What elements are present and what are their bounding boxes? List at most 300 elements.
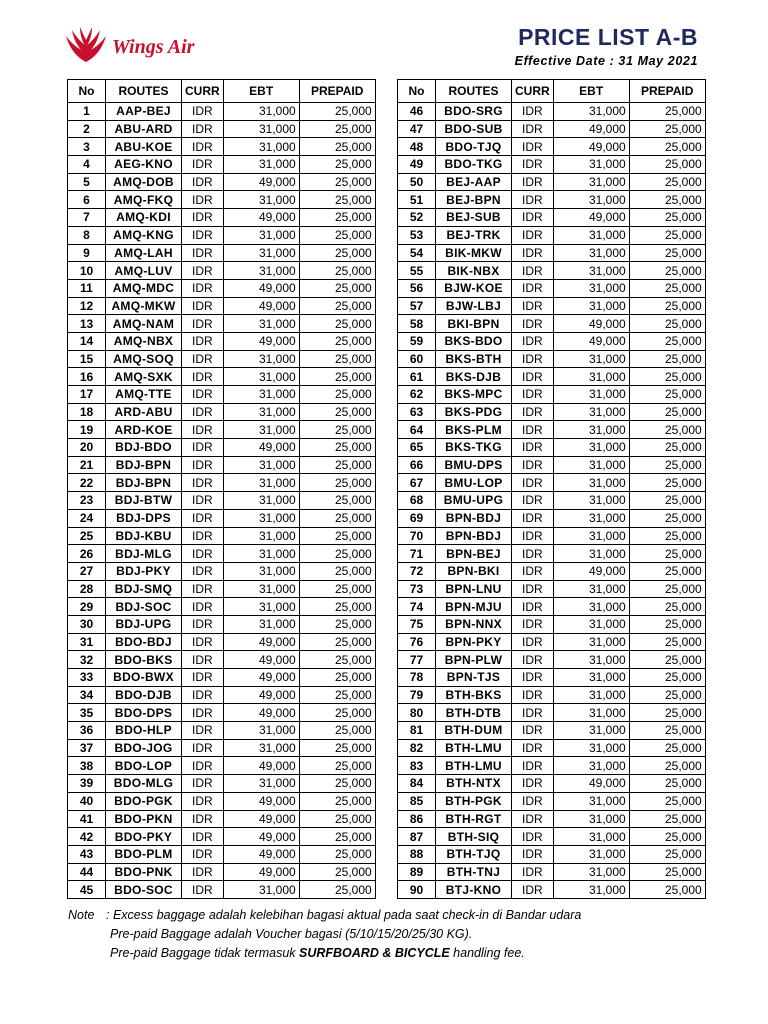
cell-ebt: 31,000	[223, 421, 299, 439]
cell-prepaid: 25,000	[629, 262, 705, 280]
table-row	[398, 226, 706, 244]
table-row	[398, 615, 706, 633]
cell-route: BDO-BDJ	[106, 633, 182, 651]
cell-currency: IDR	[182, 492, 224, 510]
cell-route: ABU-ARD	[106, 120, 182, 138]
table-header-row	[398, 80, 706, 103]
cell-prepaid: 25,000	[629, 209, 705, 227]
cell-prepaid: 25,000	[629, 598, 705, 616]
cell-route: AMQ-MKW	[106, 297, 182, 315]
cell-ebt: 31,000	[223, 368, 299, 386]
cell-ebt: 49,000	[223, 332, 299, 350]
cell-ebt: 31,000	[223, 226, 299, 244]
cell-no: 73	[398, 580, 436, 598]
cell-prepaid: 25,000	[629, 315, 705, 333]
cell-ebt: 49,000	[553, 315, 629, 333]
cell-prepaid: 25,000	[299, 492, 375, 510]
cell-prepaid: 25,000	[299, 651, 375, 669]
cell-currency: IDR	[512, 226, 554, 244]
table-row	[398, 244, 706, 262]
cell-prepaid: 25,000	[629, 828, 705, 846]
table-row	[398, 439, 706, 457]
note-block	[68, 906, 581, 963]
col-header-routes: ROUTES	[106, 80, 182, 103]
cell-route: BPN-BDJ	[436, 527, 512, 545]
cell-currency: IDR	[182, 792, 224, 810]
cell-currency: IDR	[182, 279, 224, 297]
cell-route: BPN-MJU	[436, 598, 512, 616]
cell-route: AMQ-LAH	[106, 244, 182, 262]
cell-no: 62	[398, 386, 436, 404]
cell-currency: IDR	[182, 828, 224, 846]
cell-route: BDO-PNK	[106, 863, 182, 881]
cell-ebt: 31,000	[553, 757, 629, 775]
table-row	[398, 562, 706, 580]
cell-route: BDJ-BDO	[106, 439, 182, 457]
cell-ebt: 31,000	[223, 615, 299, 633]
cell-currency: IDR	[182, 456, 224, 474]
cell-currency: IDR	[182, 598, 224, 616]
cell-route: BPN-NNX	[436, 615, 512, 633]
cell-ebt: 31,000	[553, 792, 629, 810]
table-row	[68, 562, 376, 580]
note-line-3	[68, 944, 581, 963]
cell-ebt: 31,000	[223, 562, 299, 580]
cell-route: AMQ-KNG	[106, 226, 182, 244]
cell-prepaid: 25,000	[299, 350, 375, 368]
cell-ebt: 31,000	[223, 545, 299, 563]
cell-ebt: 31,000	[223, 262, 299, 280]
cell-ebt: 31,000	[223, 580, 299, 598]
cell-no: 7	[68, 209, 106, 227]
cell-no: 51	[398, 191, 436, 209]
cell-route: BKS-TKG	[436, 439, 512, 457]
cell-route: BDJ-KBU	[106, 527, 182, 545]
cell-currency: IDR	[182, 191, 224, 209]
cell-no: 64	[398, 421, 436, 439]
cell-currency: IDR	[182, 527, 224, 545]
cell-prepaid: 25,000	[629, 845, 705, 863]
cell-no: 23	[68, 492, 106, 510]
cell-no: 68	[398, 492, 436, 510]
cell-prepaid: 25,000	[629, 332, 705, 350]
cell-ebt: 31,000	[553, 386, 629, 404]
cell-ebt: 49,000	[553, 120, 629, 138]
cell-no: 21	[68, 456, 106, 474]
cell-ebt: 49,000	[223, 792, 299, 810]
cell-prepaid: 25,000	[299, 775, 375, 793]
cell-route: AAP-BEJ	[106, 103, 182, 121]
cell-currency: IDR	[512, 881, 554, 899]
table-row	[398, 209, 706, 227]
cell-prepaid: 25,000	[299, 704, 375, 722]
cell-prepaid: 25,000	[299, 173, 375, 191]
cell-ebt: 49,000	[553, 562, 629, 580]
cell-route: BDO-DPS	[106, 704, 182, 722]
cell-ebt: 31,000	[553, 651, 629, 669]
cell-route: AMQ-TTE	[106, 386, 182, 404]
cell-no: 67	[398, 474, 436, 492]
cell-route: BDJ-BTW	[106, 492, 182, 510]
cell-currency: IDR	[182, 757, 224, 775]
cell-prepaid: 25,000	[299, 297, 375, 315]
cell-prepaid: 25,000	[299, 545, 375, 563]
cell-prepaid: 25,000	[299, 156, 375, 174]
cell-currency: IDR	[512, 492, 554, 510]
cell-no: 12	[68, 297, 106, 315]
cell-no: 1	[68, 103, 106, 121]
table-row	[68, 757, 376, 775]
cell-route: BTH-BKS	[436, 686, 512, 704]
cell-currency: IDR	[512, 386, 554, 404]
cell-no: 24	[68, 509, 106, 527]
cell-no: 22	[68, 474, 106, 492]
cell-currency: IDR	[182, 863, 224, 881]
cell-currency: IDR	[512, 474, 554, 492]
table-row	[398, 297, 706, 315]
cell-prepaid: 25,000	[299, 279, 375, 297]
cell-prepaid: 25,000	[629, 350, 705, 368]
cell-prepaid: 25,000	[629, 509, 705, 527]
cell-route: BDO-TKG	[436, 156, 512, 174]
cell-route: BPN-PLW	[436, 651, 512, 669]
table-row	[68, 527, 376, 545]
cell-currency: IDR	[512, 863, 554, 881]
cell-prepaid: 25,000	[629, 191, 705, 209]
cell-route: BKS-PDG	[436, 403, 512, 421]
cell-prepaid: 25,000	[299, 598, 375, 616]
table-row	[398, 545, 706, 563]
cell-currency: IDR	[512, 421, 554, 439]
cell-currency: IDR	[182, 350, 224, 368]
cell-prepaid: 25,000	[299, 421, 375, 439]
cell-no: 34	[68, 686, 106, 704]
cell-route: BTH-RGT	[436, 810, 512, 828]
cell-currency: IDR	[512, 598, 554, 616]
cell-prepaid: 25,000	[299, 686, 375, 704]
cell-route: BDO-JOG	[106, 739, 182, 757]
cell-ebt: 31,000	[223, 138, 299, 156]
cell-route: BDO-PKN	[106, 810, 182, 828]
cell-currency: IDR	[182, 722, 224, 740]
table-row	[68, 775, 376, 793]
cell-ebt: 31,000	[223, 492, 299, 510]
cell-currency: IDR	[182, 881, 224, 899]
cell-prepaid: 25,000	[299, 739, 375, 757]
cell-route: BMU-UPG	[436, 492, 512, 510]
cell-prepaid: 25,000	[629, 156, 705, 174]
cell-no: 31	[68, 633, 106, 651]
cell-no: 76	[398, 633, 436, 651]
cell-prepaid: 25,000	[299, 881, 375, 899]
cell-route: BKS-BTH	[436, 350, 512, 368]
cell-prepaid: 25,000	[629, 651, 705, 669]
cell-prepaid: 25,000	[299, 332, 375, 350]
table-row	[398, 633, 706, 651]
cell-route: BDO-HLP	[106, 722, 182, 740]
cell-prepaid: 25,000	[629, 545, 705, 563]
cell-route: BJW-LBJ	[436, 297, 512, 315]
cell-currency: IDR	[512, 244, 554, 262]
table-row	[398, 739, 706, 757]
cell-ebt: 49,000	[553, 209, 629, 227]
cell-currency: IDR	[182, 562, 224, 580]
cell-currency: IDR	[182, 368, 224, 386]
cell-no: 46	[398, 103, 436, 121]
cell-currency: IDR	[182, 332, 224, 350]
cell-route: BDO-MLG	[106, 775, 182, 793]
cell-prepaid: 25,000	[629, 722, 705, 740]
table-row	[398, 350, 706, 368]
cell-route: BDJ-BPN	[106, 456, 182, 474]
table-row	[68, 421, 376, 439]
cell-ebt: 49,000	[553, 332, 629, 350]
cell-no: 38	[68, 757, 106, 775]
cell-no: 58	[398, 315, 436, 333]
cell-prepaid: 25,000	[629, 633, 705, 651]
table-row	[398, 527, 706, 545]
cell-prepaid: 25,000	[629, 421, 705, 439]
cell-route: BTH-LMU	[436, 757, 512, 775]
cell-no: 89	[398, 863, 436, 881]
cell-currency: IDR	[512, 828, 554, 846]
cell-route: BDJ-SMQ	[106, 580, 182, 598]
cell-ebt: 31,000	[223, 120, 299, 138]
cell-ebt: 31,000	[553, 722, 629, 740]
cell-no: 11	[68, 279, 106, 297]
price-table-right	[397, 79, 706, 899]
cell-no: 78	[398, 669, 436, 687]
cell-no: 81	[398, 722, 436, 740]
note-text-3c: handling fee.	[449, 946, 525, 960]
cell-ebt: 31,000	[223, 403, 299, 421]
cell-currency: IDR	[182, 262, 224, 280]
cell-ebt: 31,000	[553, 368, 629, 386]
cell-prepaid: 25,000	[629, 527, 705, 545]
cell-route: AMQ-MDC	[106, 279, 182, 297]
cell-currency: IDR	[512, 315, 554, 333]
cell-ebt: 31,000	[223, 775, 299, 793]
cell-ebt: 49,000	[223, 845, 299, 863]
cell-prepaid: 25,000	[629, 386, 705, 404]
cell-currency: IDR	[182, 704, 224, 722]
cell-ebt: 49,000	[223, 704, 299, 722]
cell-no: 15	[68, 350, 106, 368]
cell-ebt: 31,000	[553, 279, 629, 297]
table-row	[68, 156, 376, 174]
cell-currency: IDR	[182, 315, 224, 333]
cell-route: AMQ-DOB	[106, 173, 182, 191]
cell-prepaid: 25,000	[629, 120, 705, 138]
cell-prepaid: 25,000	[629, 439, 705, 457]
table-row	[398, 881, 706, 899]
table-row	[398, 775, 706, 793]
cell-currency: IDR	[512, 191, 554, 209]
cell-ebt: 31,000	[553, 226, 629, 244]
table-row	[398, 757, 706, 775]
table-row	[398, 368, 706, 386]
cell-prepaid: 25,000	[629, 138, 705, 156]
cell-prepaid: 25,000	[299, 474, 375, 492]
cell-currency: IDR	[182, 739, 224, 757]
table-row	[398, 262, 706, 280]
cell-ebt: 31,000	[223, 722, 299, 740]
cell-prepaid: 25,000	[629, 669, 705, 687]
cell-prepaid: 25,000	[299, 615, 375, 633]
cell-no: 25	[68, 527, 106, 545]
cell-no: 82	[398, 739, 436, 757]
cell-route: AMQ-SXK	[106, 368, 182, 386]
cell-prepaid: 25,000	[299, 439, 375, 457]
col-header-routes: ROUTES	[436, 80, 512, 103]
cell-route: BDJ-SOC	[106, 598, 182, 616]
cell-ebt: 31,000	[553, 580, 629, 598]
table-row	[398, 810, 706, 828]
cell-prepaid: 25,000	[629, 739, 705, 757]
cell-prepaid: 25,000	[629, 580, 705, 598]
cell-currency: IDR	[182, 845, 224, 863]
table-row	[68, 332, 376, 350]
cell-ebt: 31,000	[553, 615, 629, 633]
cell-route: BPN-BEJ	[436, 545, 512, 563]
cell-route: BTH-TNJ	[436, 863, 512, 881]
cell-route: BDJ-MLG	[106, 545, 182, 563]
cell-no: 84	[398, 775, 436, 793]
col-header-curr: CURR	[182, 80, 224, 103]
table-row	[398, 792, 706, 810]
cell-currency: IDR	[512, 156, 554, 174]
cell-currency: IDR	[182, 633, 224, 651]
cell-ebt: 31,000	[553, 403, 629, 421]
cell-currency: IDR	[182, 226, 224, 244]
cell-ebt: 49,000	[223, 209, 299, 227]
table-row	[398, 279, 706, 297]
cell-route: ABU-KOE	[106, 138, 182, 156]
cell-currency: IDR	[512, 722, 554, 740]
cell-currency: IDR	[512, 580, 554, 598]
cell-route: BDO-BKS	[106, 651, 182, 669]
cell-currency: IDR	[182, 209, 224, 227]
brand-name: Wings Air	[112, 36, 195, 58]
cell-prepaid: 25,000	[629, 615, 705, 633]
cell-prepaid: 25,000	[299, 757, 375, 775]
cell-currency: IDR	[512, 297, 554, 315]
cell-ebt: 31,000	[553, 527, 629, 545]
table-row	[68, 739, 376, 757]
cell-prepaid: 25,000	[629, 492, 705, 510]
price-table-left	[67, 79, 376, 899]
cell-currency: IDR	[182, 686, 224, 704]
cell-ebt: 31,000	[553, 845, 629, 863]
cell-prepaid: 25,000	[629, 881, 705, 899]
cell-route: AMQ-KDI	[106, 209, 182, 227]
table-row	[68, 651, 376, 669]
cell-route: AMQ-SOQ	[106, 350, 182, 368]
cell-ebt: 49,000	[223, 651, 299, 669]
cell-currency: IDR	[182, 244, 224, 262]
cell-currency: IDR	[512, 545, 554, 563]
cell-currency: IDR	[512, 792, 554, 810]
table-row	[68, 845, 376, 863]
cell-ebt: 31,000	[223, 315, 299, 333]
table-row	[68, 173, 376, 191]
cell-ebt: 31,000	[223, 244, 299, 262]
cell-no: 13	[68, 315, 106, 333]
col-header-ebt: EBT	[553, 80, 629, 103]
cell-ebt: 31,000	[553, 810, 629, 828]
cell-prepaid: 25,000	[299, 368, 375, 386]
cell-no: 80	[398, 704, 436, 722]
cell-prepaid: 25,000	[299, 669, 375, 687]
cell-currency: IDR	[182, 545, 224, 563]
cell-route: BPN-PKY	[436, 633, 512, 651]
cell-currency: IDR	[182, 615, 224, 633]
cell-no: 88	[398, 845, 436, 863]
effective-date: Effective Date : 31 May 2021	[514, 54, 698, 68]
cell-no: 3	[68, 138, 106, 156]
cell-no: 39	[68, 775, 106, 793]
cell-prepaid: 25,000	[629, 863, 705, 881]
table-row	[398, 173, 706, 191]
cell-no: 50	[398, 173, 436, 191]
cell-route: BMU-DPS	[436, 456, 512, 474]
cell-currency: IDR	[182, 138, 224, 156]
cell-currency: IDR	[512, 757, 554, 775]
cell-route: BKS-PLM	[436, 421, 512, 439]
cell-prepaid: 25,000	[299, 810, 375, 828]
table-row	[398, 421, 706, 439]
cell-no: 8	[68, 226, 106, 244]
cell-prepaid: 25,000	[629, 792, 705, 810]
table-row	[68, 474, 376, 492]
cell-route: BPN-LNU	[436, 580, 512, 598]
cell-no: 56	[398, 279, 436, 297]
cell-route: BPN-BKI	[436, 562, 512, 580]
cell-currency: IDR	[512, 775, 554, 793]
cell-route: BDO-SRG	[436, 103, 512, 121]
cell-prepaid: 25,000	[629, 279, 705, 297]
cell-currency: IDR	[512, 279, 554, 297]
cell-ebt: 31,000	[553, 863, 629, 881]
cell-prepaid: 25,000	[299, 456, 375, 474]
cell-ebt: 31,000	[553, 350, 629, 368]
cell-currency: IDR	[512, 845, 554, 863]
table-row	[398, 828, 706, 846]
cell-prepaid: 25,000	[629, 562, 705, 580]
table-row	[68, 315, 376, 333]
cell-ebt: 31,000	[553, 103, 629, 121]
cell-no: 10	[68, 262, 106, 280]
cell-currency: IDR	[182, 403, 224, 421]
cell-currency: IDR	[512, 262, 554, 280]
cell-route: AEG-KNO	[106, 156, 182, 174]
table-row	[68, 368, 376, 386]
cell-route: BKI-BPN	[436, 315, 512, 333]
cell-ebt: 31,000	[553, 244, 629, 262]
table-header-row	[68, 80, 376, 103]
cell-currency: IDR	[182, 474, 224, 492]
cell-no: 90	[398, 881, 436, 899]
note-line-1	[68, 906, 581, 925]
cell-ebt: 31,000	[553, 509, 629, 527]
cell-no: 79	[398, 686, 436, 704]
cell-no: 77	[398, 651, 436, 669]
cell-no: 87	[398, 828, 436, 846]
cell-ebt: 49,000	[553, 138, 629, 156]
table-row	[398, 332, 706, 350]
cell-ebt: 31,000	[223, 881, 299, 899]
cell-no: 20	[68, 439, 106, 457]
